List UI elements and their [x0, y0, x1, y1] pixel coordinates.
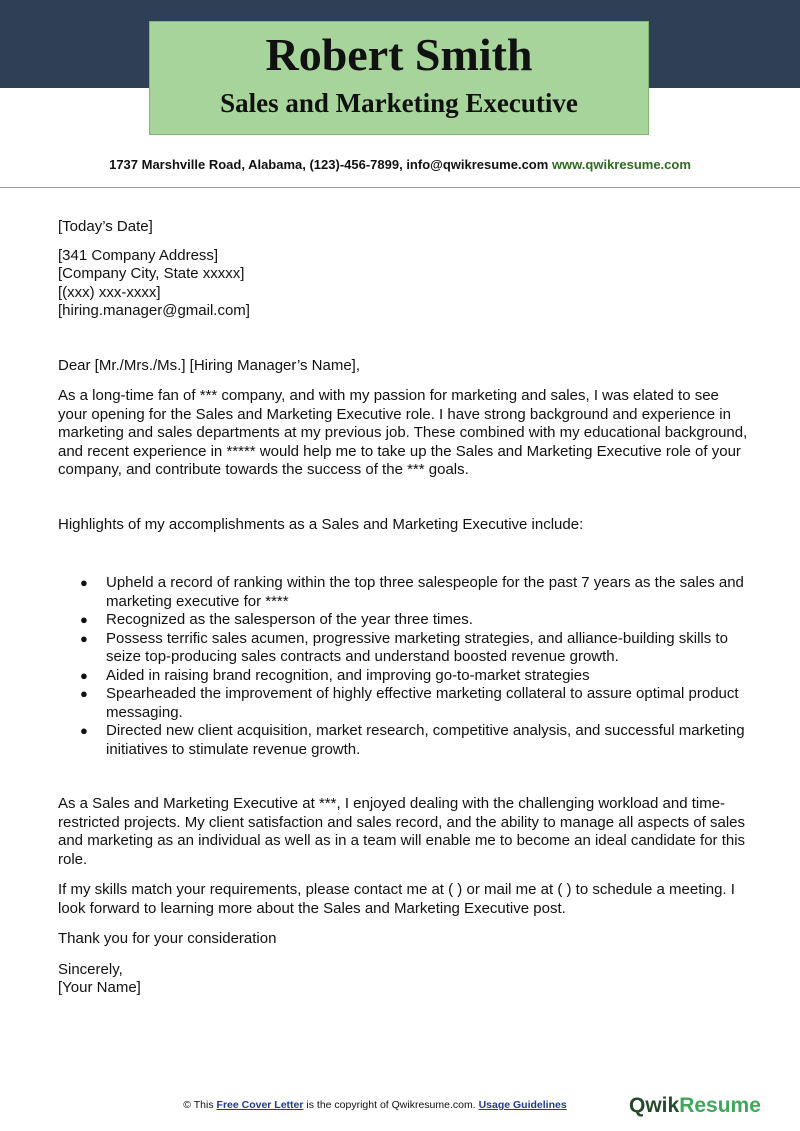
- recipient-address: [58, 247, 748, 321]
- free-cover-letter-link[interactable]: Free Cover Letter: [216, 1099, 304, 1111]
- signature-line: [Your Name]: [58, 979, 141, 996]
- website-link[interactable]: www.qwikresume.com: [551, 157, 691, 172]
- address-line: [341 Company Address]: [58, 246, 219, 264]
- address-line: [(xxx) xxx-xxxx]: [58, 283, 161, 301]
- applicant-name: Robert Smith: [265, 29, 533, 80]
- closing-line: Sincerely,: [58, 960, 123, 978]
- logo-resume: Resume: [679, 1094, 761, 1117]
- list-item: ● Recognized as the salesperson of the year three times.: [106, 611, 748, 630]
- salutation: Dear [Mr./Mrs./Ms.] [Hiring Manager’s Name],: [58, 356, 361, 374]
- contact-details: 1737 Marshville Road, Alabama, (123)-456-7899, info@qwikresume.com: [109, 157, 549, 172]
- list-item: ● Spearheaded the improvement of highly effective marketing collateral to assure optimal product messaging.: [106, 685, 748, 722]
- list-item: ● Aided in raising brand recognition, and improving go-to-market strategies: [106, 667, 748, 686]
- cover-letter-body: [58, 218, 748, 998]
- copyright-prefix: © This: [183, 1099, 214, 1111]
- address-line: [hiring.manager@gmail.com]: [58, 302, 250, 319]
- qwikresume-logo: [629, 1094, 761, 1118]
- list-item: ● Possess terrific sales acumen, progressive marketing strategies, and alliance-building skills to seize top-producing sales contracts and understand boosted revenue growth.: [106, 630, 748, 667]
- contact-line: [0, 157, 800, 172]
- usage-guidelines-link[interactable]: Usage Guidelines: [478, 1099, 567, 1111]
- body-paragraph-2: If my skills match your requirements, please contact me at ( ) or mail me at ( ) to schedule a meeting. I look forward to learning more about the Sales and Marketing Executive post.: [58, 881, 735, 917]
- list-item: ● Upheld a record of ranking within the top three salespeople for the past 7 years as the sales and marketing executive for ****: [106, 574, 748, 611]
- applicant-role: Sales and Marketing Executive: [220, 88, 578, 118]
- body-paragraph-1: As a Sales and Marketing Executive at ***, I enjoyed dealing with the challenging workload and time-restricted projects. My client satisfaction and sales record, and the ability to manage all aspects of sales and marketing as an individual as well as in a team will enable me to become an ideal candidate for this role.: [58, 795, 746, 868]
- logo-qwik: Qwik: [629, 1094, 680, 1117]
- highlights-intro: Highlights of my accomplishments as a Sales and Marketing Executive include:: [58, 515, 584, 533]
- name-title-box: [149, 21, 649, 135]
- intro-paragraph: As a long-time fan of *** company, and with my passion for marketing and sales, I was elated to see your opening for the Sales and Marketing Executive role. I have strong background and experience in marketing and sales departments at my previous job. These combined with my educational background, and recent experience in ***** would help me to take up the Sales and Marketing Executive role of your company, and contribute towards the success of the *** goals.: [58, 387, 748, 478]
- highlights-list: [58, 574, 748, 759]
- thanks-line: Thank you for your consideration: [58, 930, 277, 947]
- copyright-middle: is the copyright of Qwikresume.com.: [306, 1099, 476, 1111]
- header-divider: [0, 187, 800, 188]
- letter-date: [Today’s Date]: [58, 218, 153, 235]
- address-line: [Company City, State xxxxx]: [58, 265, 245, 282]
- list-item: ● Directed new client acquisition, market research, competitive analysis, and successful marketing initiatives to stimulate revenue growth.: [106, 722, 748, 759]
